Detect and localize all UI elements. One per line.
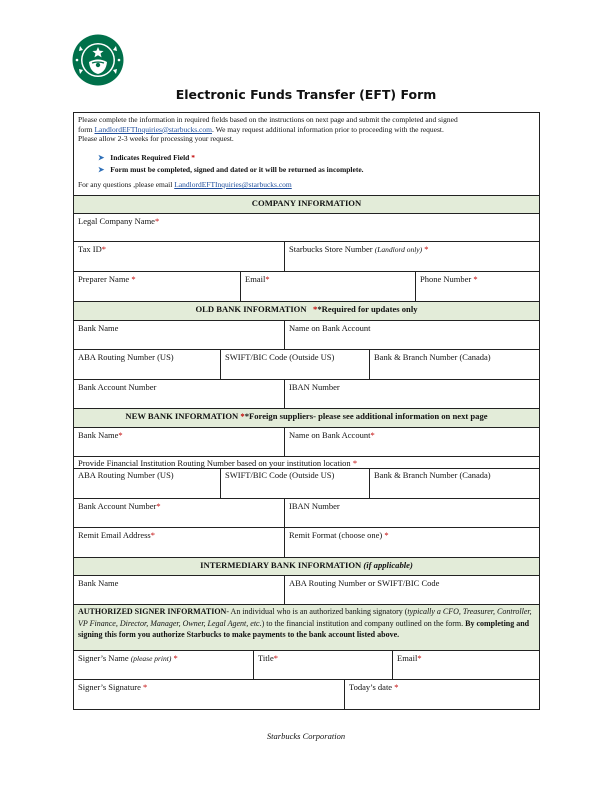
- new-bank-name-label[interactable]: Bank Name*: [78, 430, 123, 440]
- company-header: COMPANY INFORMATION: [251, 198, 362, 208]
- new-bank-header: NEW BANK INFORMATION **Foreign suppliers- please see additional information on next page: [125, 411, 488, 421]
- legal-company-name-label[interactable]: Legal Company Name*: [78, 216, 160, 226]
- remit-email-label[interactable]: Remit Email Address*: [78, 530, 155, 540]
- new-iban-label[interactable]: IBAN Number: [289, 501, 340, 511]
- old-bank-header: OLD BANK INFORMATION **Required for updates only: [195, 304, 418, 314]
- routing-note: Provide Financial Institution Routing Number based on your institution location *: [78, 458, 358, 468]
- starbucks-logo: [72, 34, 124, 86]
- new-branch-label[interactable]: Bank & Branch Number (Canada): [374, 470, 491, 480]
- signer-signature-label[interactable]: Signer’s Signature *: [78, 682, 148, 692]
- eft-form: [73, 112, 540, 710]
- tax-id-label[interactable]: Tax ID*: [78, 244, 106, 254]
- old-name-on-account-label[interactable]: Name on Bank Account: [289, 323, 371, 333]
- signer-title-label[interactable]: Title*: [258, 653, 279, 663]
- new-aba-label[interactable]: ABA Routing Number (US): [78, 470, 174, 480]
- questions-email-link[interactable]: LandlordEFTInquiries@starbucks.com: [174, 180, 292, 189]
- signer-name-label[interactable]: Signer’s Name (please print) *: [78, 653, 178, 663]
- intro-text: Please complete the information in required fields based on the instructions on next page and submit the completed and signed form LandlordEFTInquiries@starbucks.com. We may request additional information prior to proceeding with the request. Please allow 2-3 weeks for processing your request.: [78, 115, 458, 144]
- questions-text: For any questions ,please email LandlordEFTInquiries@starbucks.com: [78, 180, 292, 189]
- todays-date-label[interactable]: Today’s date *: [349, 682, 399, 692]
- store-number-label[interactable]: Starbucks Store Number (Landlord only) *: [289, 244, 429, 254]
- new-name-on-account-label[interactable]: Name on Bank Account*: [289, 430, 375, 440]
- arrow-bullet-icon: ➤: [98, 165, 105, 174]
- preparer-name-label[interactable]: Preparer Name *: [78, 274, 136, 284]
- new-swift-label[interactable]: SWIFT/BIC Code (Outside US): [225, 470, 335, 480]
- phone-number-label[interactable]: Phone Number *: [420, 274, 478, 284]
- old-aba-label[interactable]: ABA Routing Number (US): [78, 352, 174, 362]
- signer-email-label[interactable]: Email*: [397, 653, 422, 663]
- intermediary-aba-swift-label[interactable]: ABA Routing Number or SWIFT/BIC Code: [289, 578, 440, 588]
- authorized-signer-text: AUTHORIZED SIGNER INFORMATION- An individual who is an authorized banking signatory (typically a CFO, Treasurer, Controller, VP Finance, Director, Manager, Owner, Legal Agent, etc.) to the financial institution and company outlined on the form. By completing and signing this form you authorize Starbucks to make payments to the bank account listed above.: [78, 607, 532, 640]
- new-account-number-label[interactable]: Bank Account Number*: [78, 501, 161, 511]
- required-field-note: ➤ Indicates Required Field *: [98, 153, 195, 162]
- intermediary-bank-name-label[interactable]: Bank Name: [78, 578, 119, 588]
- completion-note: ➤ Form must be completed, signed and dated or it will be returned as incomplete.: [98, 165, 364, 174]
- remit-format-label[interactable]: Remit Format (choose one) *: [289, 530, 389, 540]
- old-bank-name-label[interactable]: Bank Name: [78, 323, 119, 333]
- old-branch-label[interactable]: Bank & Branch Number (Canada): [374, 352, 491, 362]
- old-swift-label[interactable]: SWIFT/BIC Code (Outside US): [225, 352, 335, 362]
- inquiries-email-link[interactable]: LandlordEFTInquiries@starbucks.com: [94, 124, 212, 134]
- old-iban-label[interactable]: IBAN Number: [289, 382, 340, 392]
- arrow-bullet-icon: ➤: [98, 153, 105, 162]
- email-label[interactable]: Email*: [245, 274, 270, 284]
- intermediary-header: INTERMEDIARY BANK INFORMATION (if applicable): [200, 560, 413, 570]
- form-title: Electronic Funds Transfer (EFT) Form: [175, 87, 437, 102]
- old-account-number-label[interactable]: Bank Account Number: [78, 382, 157, 392]
- footer-company-name: Starbucks Corporation: [266, 731, 346, 741]
